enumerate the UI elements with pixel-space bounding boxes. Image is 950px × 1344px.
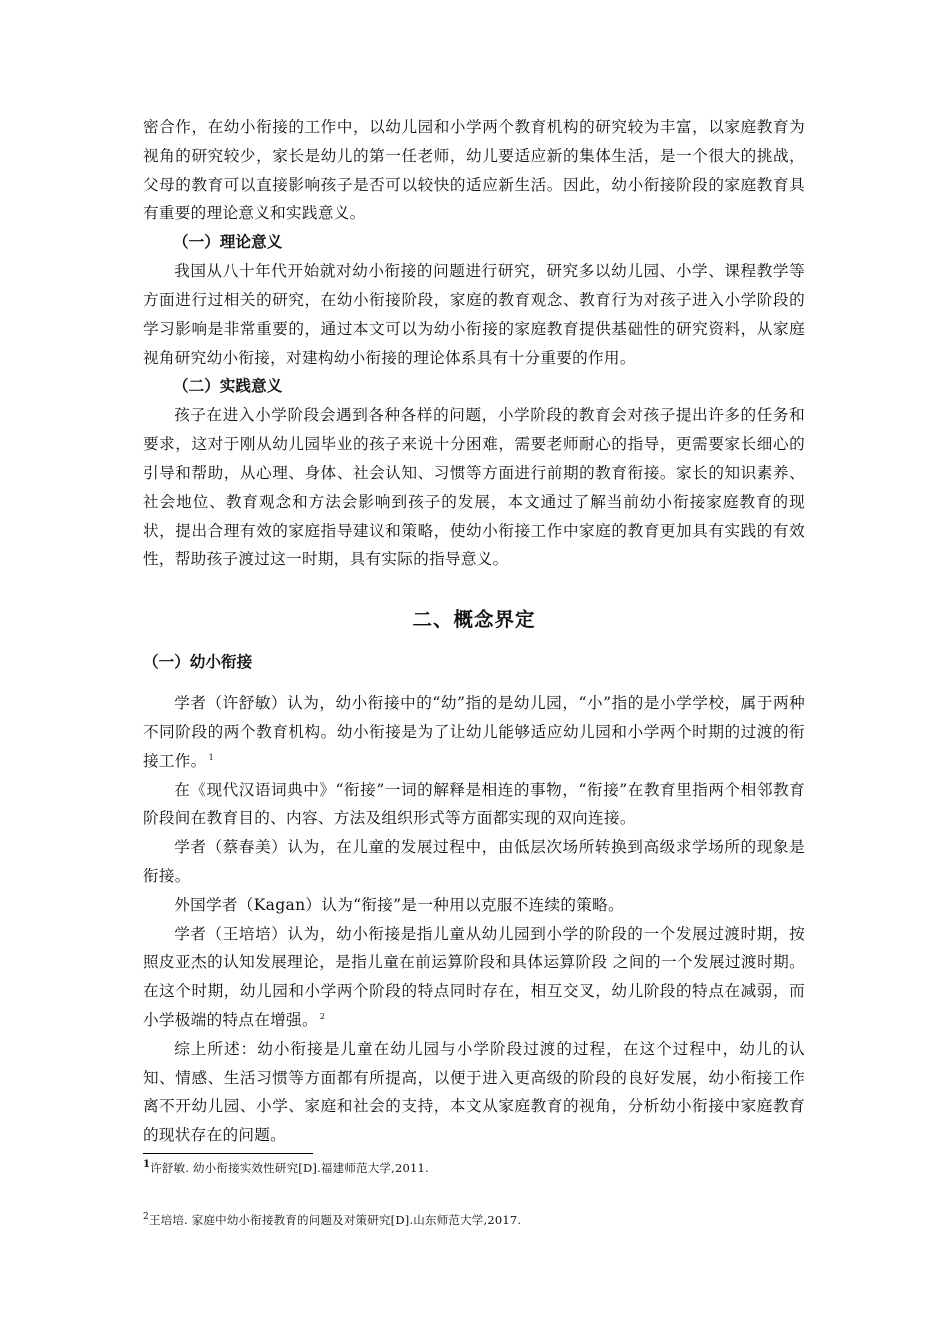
paragraph-kagan: 外国学者（Kagan）认为“衔接”是一种用以克服不连续的策略。 <box>174 895 624 914</box>
paragraph-cai-chunmei: 学者（蔡春美）认为，在儿童的发展过程中，由低层次场所转换到高级求学场所的现象是衔接。 <box>143 838 805 885</box>
paragraph-practical: 孩子在进入小学阶段会遇到各种各样的问题，小学阶段的教育会对孩子提出许多的任务和要求，这对于刚从幼儿园毕业的孩子来说十分困难，需要老师耐心的指导，更需要家长细心的引导和帮助，从心理、身体、社会认知、习惯等方面进行前期的教育衔接。家长的知识素养、社会地位、教育观念和方法会影响到孩子的发展，本文通过了解当前幼小衔接家庭教育的现状，提出合理有效的家庭指导建议和策略，使幼小衔接工作中家庭的教育更加具有实践的有效性，帮助孩子渡过这一时期，具有实际的指导意义。 <box>143 406 805 569</box>
paragraph-xu-shumin-text: 学者（许舒敏）认为，幼小衔接中的“幼”指的是幼儿园，“小”指的是小学学校，属于两种不同阶段的两个教育机构。幼小衔接是为了让幼儿能够适应幼儿园和小学两个时期的过渡的衔接工作。 <box>143 694 805 770</box>
footnote-separator <box>143 1153 313 1154</box>
footnote-ref-1[interactable]: 1 <box>208 752 214 762</box>
footnote-ref-2[interactable]: 2 <box>319 1011 326 1021</box>
heading-practical-significance: （二）实践意义 <box>173 377 283 396</box>
footnote-2 <box>143 1212 521 1228</box>
paragraph-wang-peipei-text: 学者（王培培）认为，幼小衔接是指儿童从幼儿园到小学的阶段的一个发展过渡时期，按照皮亚杰的认知发展理论，是指儿童在前运算阶段和具体运算阶段 之间的一个发展过渡时期。在这个时期，幼儿园和小学两个阶段的特点同时存在，相互交叉，幼儿阶段的特点在减弱，而小学极端的特点在增强。 <box>143 924 805 1029</box>
paragraph-intro: 密合作，在幼小衔接的工作中，以幼儿园和小学两个教育机构的研究较为丰富，以家庭教育为视角的研究较少，家长是幼儿的第一任老师，幼儿要适应新的集体生活，是一个很大的挑战，父母的教育可以直接影响孩子是否可以较快的适应新生活。因此，幼小衔接阶段的家庭教育具有重要的理论意义和实践意义。 <box>143 118 805 223</box>
paragraph-dictionary: 在《现代汉语词典中》“衔接”一词的解释是相连的事物，“衔接”在教育里指两个相邻教育阶段间在教育目的、内容、方法及组织形式等方面都实现的双向连接。 <box>143 780 805 828</box>
footnote-2-text: 王培培. 家庭中幼小衔接教育的问题及对策研究[D].山东师范大学,2017. <box>148 1213 522 1227</box>
heading-transition: （一）幼小衔接 <box>143 653 253 672</box>
footnote-1 <box>143 1160 429 1176</box>
paragraph-theoretical: 我国从八十年代开始就对幼小衔接的问题进行研究，研究多以幼儿园、小学、课程教学等方面进行过相关的研究，在幼小衔接阶段，家庭的教育观念、教育行为对孩子进入小学阶段的学习影响是非常重要的，通过本文可以为幼小衔接的家庭教育提供基础性的研究资料，从家庭视角研究幼小衔接，对建构幼小衔接的理论体系具有十分重要的作用。 <box>143 262 805 367</box>
paragraph-wang-peipei <box>143 920 805 1035</box>
footnote-1-text: 许舒敏. 幼小衔接实效性研究[D].福建师范大学,2011. <box>150 1161 429 1175</box>
footnote-2-number: 2 <box>143 1212 149 1223</box>
footnote-1-number: 1 <box>143 1159 151 1171</box>
section-title-concept-definition: 二、概念界定 <box>412 608 536 632</box>
paragraph-summary: 综上所述：幼小衔接是儿童在幼儿园与小学阶段过渡的过程，在这个过程中，幼儿的认知、情感、生活习惯等方面都有所提高，以便于进入更高级的阶段的良好发展，幼小衔接工作离不开幼儿园、小学、家庭和社会的支持，本文从家庭教育的视角，分析幼小衔接中家庭教育的现状存在的问题。 <box>143 1039 805 1145</box>
main-content <box>143 113 805 1150</box>
heading-theoretical-significance: （一）理论意义 <box>173 233 283 252</box>
paragraph-xu-shumin <box>143 689 805 775</box>
